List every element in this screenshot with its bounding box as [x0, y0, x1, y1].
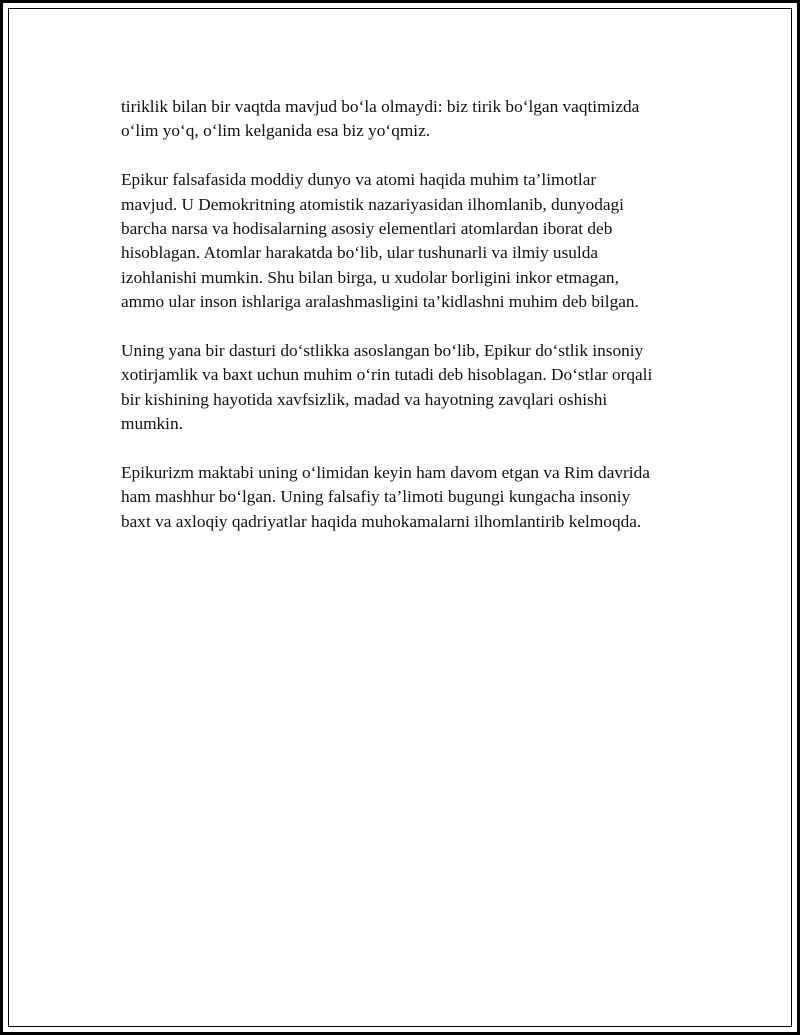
- text-line: baxt va axloqiy qadriyatlar haqida muhokamalarni ilhomlantirib kelmoqda.: [121, 511, 642, 531]
- paragraph-2: [121, 168, 687, 314]
- text-line: barcha narsa va hodisalarning asosiy elementlari atomlardan iborat deb: [121, 219, 613, 239]
- paragraph-1: [121, 95, 687, 144]
- text-line: bir kishining hayotida xavfsizlik, madad va hayotning zavqlari oshishi: [121, 389, 608, 409]
- text-line: o‘lim yo‘q, o‘lim kelganida esa biz yo‘qmiz.: [121, 121, 431, 141]
- text-line: izohlanishi mumkin. Shu bilan birga, u xudolar borligini inkor etmagan,: [121, 267, 619, 287]
- text-line: Epikur falsafasida moddiy dunyo va atomi haqida muhim ta’limotlar: [121, 170, 597, 190]
- text-line: mumkin.: [121, 414, 183, 434]
- paragraph-4: [121, 461, 687, 534]
- text-line: xotirjamlik va baxt uchun muhim o‘rin tutadi deb hisoblagan. Do‘stlar orqali: [121, 365, 653, 385]
- text-line: hisoblagan. Atomlar harakatda bo‘lib, ular tushunarli va ilmiy usulda: [121, 243, 599, 263]
- text-line: ammo ular inson ishlariga aralashmasligini ta’kidlashni muhim deb bilgan.: [121, 292, 639, 312]
- text-line: tiriklik bilan bir vaqtda mavjud bo‘la olmaydi: biz tirik bo‘lgan vaqtimizda: [121, 97, 640, 116]
- text-line: mavjud. U Demokritning atomistik nazariyasidan ilhomlanib, dunyodagi: [121, 194, 624, 214]
- text-line: Epikurizm maktabi uning o‘limidan keyin ham davom etgan va Rim davrida: [121, 463, 650, 483]
- text-line: Uning yana bir dasturi do‘stlikka asoslangan bo‘lib, Epikur do‘stlik insoniy: [121, 341, 644, 361]
- text-line: ham mashhur bo‘lgan. Uning falsafiy ta’limoti bugungi kungacha insoniy: [121, 487, 631, 507]
- document-body: [121, 95, 687, 559]
- paragraph-3: [121, 339, 687, 437]
